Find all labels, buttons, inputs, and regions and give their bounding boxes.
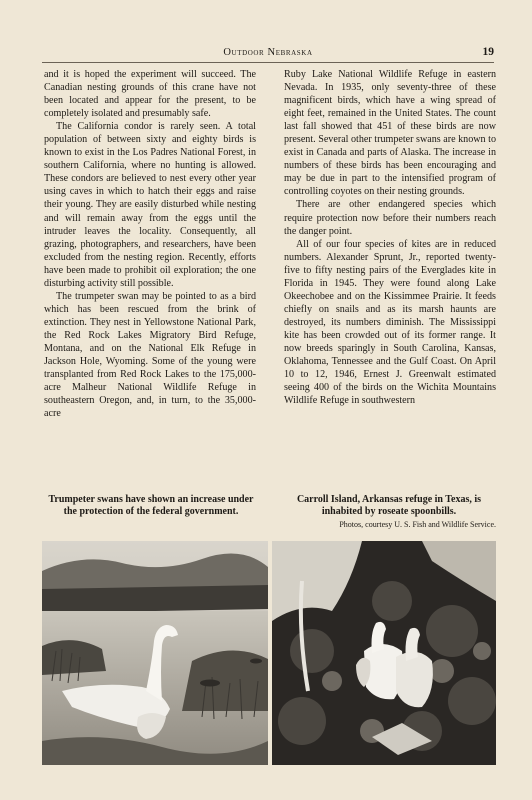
paragraph: Ruby Lake National Wildlife Refuge in eastern Nevada. In 1935, only seventy-three of these magnificent birds, which have a wing spread of eight feet, remained in the United States. The count last fall showed that 451 of these birds are now present. Several other trumpeter swans are known to exist in Canada and parts of Alaska. The increase in numbers of these birds has been encouraging and may be due in part to the intensified program of controlling coyotes on their nesting grounds. [284,69,496,198]
trumpeter-swan-photo [42,541,268,765]
swan-photo-image [42,541,268,765]
spoonbill-photo-image [272,541,496,765]
paragraph: and it is hoped the experiment will succeed. The Canadian nesting grounds of this crane have not been located and appear for the present, to be completely isolated and presumably safe. [44,69,256,120]
roseate-spoonbill-photo [272,541,496,765]
paragraph: All of our four species of kites are in reduced numbers. Alexander Sprunt, Jr., reported twenty-five to fifty nesting pairs of the Everglades kite in Florida in 1945. They were found along Lake Okeechobee and on the Kissimmee Prairie. It feeds chiefly on snails and as its marsh haunts are destroyed, its numbers diminish. The Mississippi kite has been crowded out of its former range. It now breeds sparingly in South Carolina, Kansas, Oklahoma, Tennessee and the Gulf Coast. On April 10 to 12, 1946, Ernest J. Greenwalt estimated seeing 400 of the birds on the Wichita Mountains Wildlife Refuge in southwestern [284,238,496,407]
paragraph: The trumpeter swan may be pointed to as a bird which has been rescued from the brink of extinction. They nest in Yellowstone National Park, the Red Rock Lakes Migratory Bird Refuge, Montana, and on the National Elk Refuge in Jackson Hole, Wyoming. Some of the young were transplanted from Red Rock Lakes to the 175,000-acre Malheur National Wildlife Refuge in southeastern Oregon, and, in turn, to the 35,000-acre [44,290,256,420]
running-header [42,46,494,63]
photo-credit: Photos, courtesy U. S. Fish and Wildlife Service. [339,520,496,529]
paragraph: The California condor is rarely seen. A total population of between sixty and eighty birds is known to exist in the Los Padres National Forest, in southern California, where no hunting is allowed. These condors are believed to nest every other year using caves in which to hatch their eggs and raise their young. They are easily disturbed while nesting and will remain away from the eggs until the intruder leaves the locality. Consequently, all grazing, photographers, and researchers, have been excluded from the nesting region. Recently, efforts have been made to prohibit oil exploration; the one disturbing activity still possible. [44,121,256,289]
swan-photo-caption: Trumpeter swans have shown an increase under the protection of the federal government. [48,494,254,517]
publication-title: Outdoor Nebraska [223,47,313,58]
right-text-column [284,68,496,407]
spoonbill-caption-text: Carroll Island, Arkansas refuge in Texas, is inhabited by roseate spoonbills. [296,494,482,517]
page-number: 19 [482,46,494,58]
paragraph: There are other endangered species which require protection now before their numbers reach the danger point. [284,199,496,237]
spoonbill-photo-caption [282,494,496,531]
left-text-column [44,68,256,420]
